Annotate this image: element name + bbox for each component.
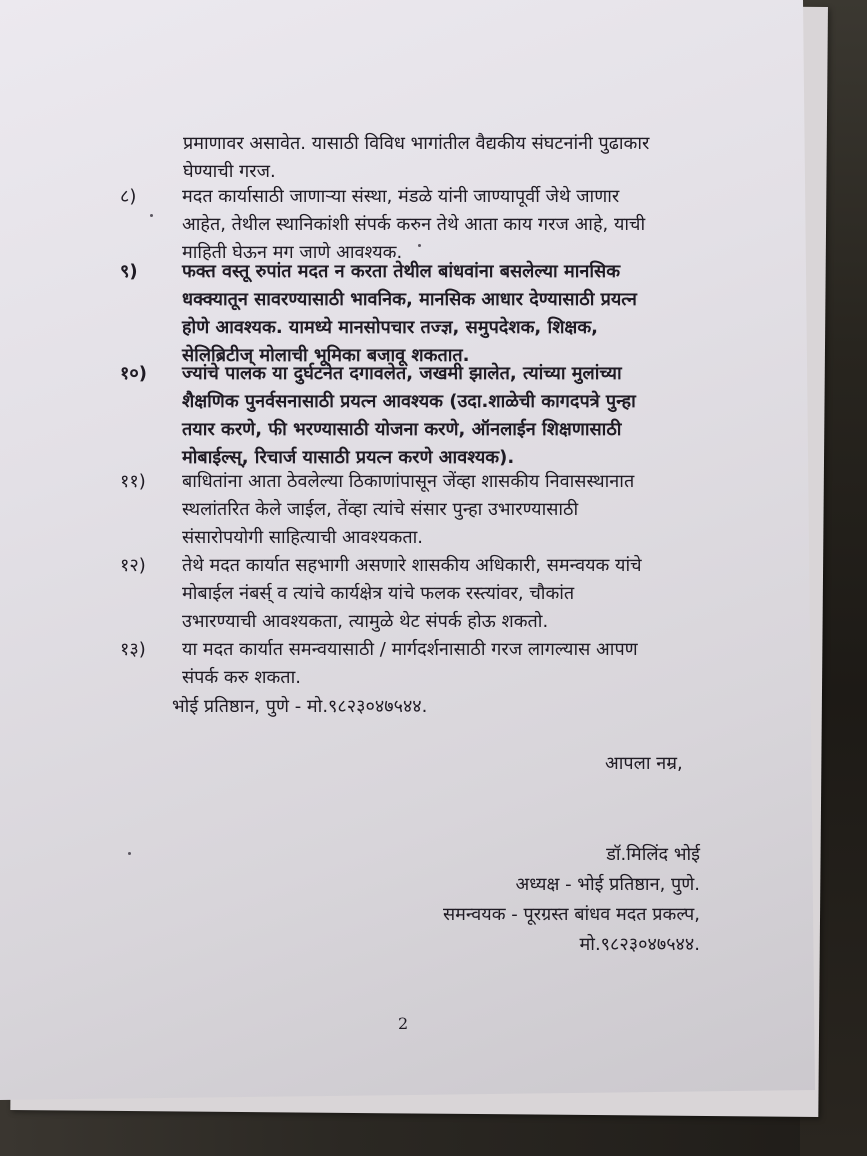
- closing-salutation: आपला नम्र,: [605, 753, 683, 774]
- item-text: [182, 468, 692, 552]
- signatory-title: अध्यक्ष - भोई प्रतिष्ठान, पुणे.: [515, 874, 700, 895]
- item-number: ८): [120, 186, 137, 207]
- item-text: [182, 258, 692, 370]
- text-line: माहिती घेऊन मग जाणे आवश्यक.: [182, 242, 403, 263]
- paper-speck: [128, 852, 131, 855]
- paper-speck: [418, 244, 421, 247]
- text-line: संसारोपयोगी साहित्याची आवश्यकता.: [182, 527, 424, 548]
- text-line: स्थलांतरित केले जाईल, तेंव्हा त्यांचे संसार पुन्हा उभारण्यासाठी: [182, 499, 579, 520]
- text-line: धक्क्यातून सावरण्यासाठी भावनिक, मानसिक आधार देण्यासाठी प्रयत्न: [182, 289, 637, 310]
- signatory-name: डॉ.मिलिंद भोई: [606, 844, 700, 865]
- text-line: आहेत, तेथील स्थानिकांशी संपर्क करुन तेथे आता काय गरज आहे, याची: [182, 214, 646, 235]
- text-line: प्रमाणावर असावेत. यासाठी विविध भागांतील वैद्यकीय संघटनांनी पुढाकार: [183, 133, 650, 154]
- page-number: 2: [398, 1014, 409, 1033]
- item-number: १२): [120, 555, 146, 576]
- text-line: घेण्याची गरज.: [183, 161, 276, 182]
- intro-paragraph: [183, 130, 683, 186]
- signatory-phone: मो.९८२३०४७५४४.: [579, 934, 700, 955]
- text-line: तयार करणे, फी भरण्यासाठी योजना करणे, ऑनलाईन शिक्षणासाठी: [182, 419, 622, 440]
- paper-speck: [150, 214, 153, 217]
- item-number: ११): [120, 471, 146, 492]
- item-text: [182, 360, 692, 472]
- text-line: संपर्क करु शकता.: [182, 667, 301, 688]
- signature-block: [380, 840, 700, 960]
- item-number: १०): [120, 363, 147, 384]
- text-line: होणे आवश्यक. यामध्ये मानसोपचार तज्ज्ञ, समुपदेशक, शिक्षक,: [182, 317, 599, 338]
- text-line: फक्त वस्तू रुपांत मदत न करता तेथील बांधवांना बसलेल्या मानसिक: [182, 261, 621, 282]
- signatory-role: समन्वयक - पूरग्रस्त बांधव मदत प्रकल्प,: [442, 904, 700, 925]
- item-number: ९): [120, 261, 138, 282]
- text-line: शैक्षणिक पुनर्वसनासाठी प्रयत्न आवश्यक (उदा.शाळेची कागदपत्रे पुन्हा: [182, 391, 636, 412]
- item-number: १३): [120, 639, 146, 660]
- item-text: [182, 552, 692, 636]
- text-line: या मदत कार्यात समन्वयासाठी / मार्गदर्शनासाठी गरज लागल्यास आपण: [182, 639, 638, 660]
- item-text: [182, 636, 692, 692]
- text-line: मोबाईल्स्, रिचार्ज यासाठी प्रयत्न करणे आवश्यक).: [182, 447, 515, 468]
- text-line: ज्यांचे पालक या दुर्घटनेत दगावलेत, जखमी झालेत, त्यांच्या मुलांच्या: [182, 363, 622, 384]
- text-line: तेथे मदत कार्यात सहभागी असणारे शासकीय अधिकारी, समन्वयक यांचे: [182, 555, 642, 576]
- text-line: उभारण्याची आवश्यकता, त्यामुळे थेट संपर्क होऊ शकतो.: [182, 611, 549, 632]
- text-line: मोबाईल नंबर्स् व त्यांचे कार्यक्षेत्र यांचे फलक रस्त्यांवर, चौकांत: [182, 583, 575, 604]
- item-text: [182, 183, 692, 267]
- text-line: मदत कार्यासाठी जाणाऱ्या संस्था, मंडळे यांनी जाण्यापूर्वी जेथे जाणार: [182, 186, 620, 207]
- text-line: बाधितांना आता ठेवलेल्या ठिकाणांपासून जेंव्हा शासकीय निवासस्थानात: [182, 471, 635, 492]
- text-line: सेलिब्रिटीज् मोलाची भूमिका बजावू शकतात.: [182, 345, 470, 366]
- contact-line: भोई प्रतिष्ठान, पुणे - मो.९८२३०४७५४४.: [172, 696, 428, 717]
